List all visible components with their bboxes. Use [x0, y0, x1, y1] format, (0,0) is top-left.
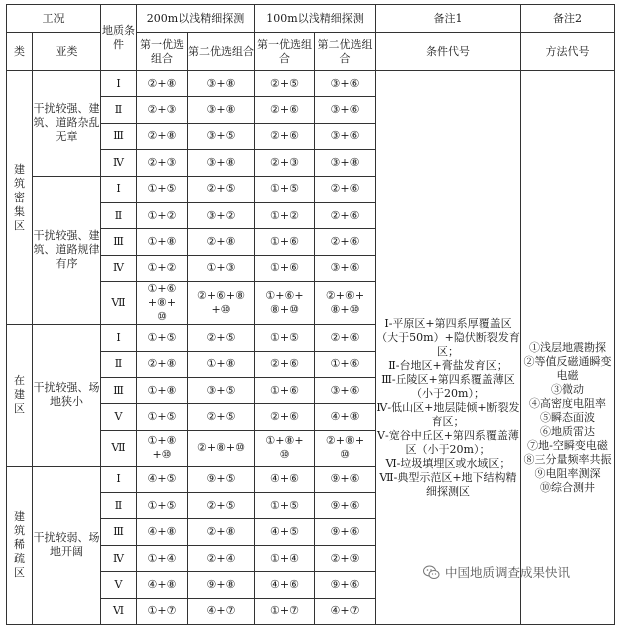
header-note2: 备注2 — [521, 5, 615, 33]
condition-code-item: Ⅲ-丘陵区+第四系覆盖薄区（小于20m）； — [381, 372, 515, 400]
combo-100m-first: ①+⑥ — [255, 255, 315, 281]
combo-200m-second: ④+⑦ — [188, 598, 255, 624]
combo-100m-second: ④+⑦ — [315, 598, 376, 624]
combo-100m-second: ③+⑥ — [315, 255, 376, 281]
combo-200m-first: ①+④ — [137, 545, 188, 571]
method-code-item: ⑤瞬态面波 — [540, 410, 595, 424]
combo-200m-first: ①+⑥+⑧+⑩ — [137, 282, 188, 325]
combo-200m-second: ①+⑧ — [188, 351, 255, 377]
condition-cell: Ⅱ — [101, 97, 137, 123]
combo-100m-first: ①+④ — [255, 545, 315, 571]
condition-cell: Ⅵ — [101, 598, 137, 624]
combo-100m-second: ②+⑨ — [315, 545, 376, 571]
header-100m: 100m以浅精细探测 — [255, 5, 376, 33]
condition-cell: Ⅳ — [101, 150, 137, 176]
condition-cell: Ⅲ — [101, 519, 137, 545]
combo-200m-first: ①+⑦ — [137, 598, 188, 624]
combo-100m-first: ①+⑥+⑧+⑩ — [255, 282, 315, 325]
condition-cell: Ⅰ — [101, 176, 137, 202]
category-cell: 建筑密集区 — [7, 71, 33, 325]
condition-cell: Ⅱ — [101, 202, 137, 228]
method-code-notes — [521, 71, 615, 625]
condition-code-item: Ⅴ-宽谷中丘区+第四系覆盖薄区（小于20m）； — [377, 428, 519, 456]
combo-100m-second: ⑨+⑥ — [315, 572, 376, 598]
combo-100m-first: ①+⑤ — [255, 176, 315, 202]
combo-100m-second: ②+⑥+⑧+⑩ — [315, 282, 376, 325]
combo-200m-first: ④+⑧ — [137, 572, 188, 598]
header-method-code: 方法代号 — [521, 33, 615, 71]
combo-200m-second: ②+⑧ — [188, 229, 255, 255]
condition-cell: Ⅶ — [101, 430, 137, 466]
combo-200m-first: ①+⑧+⑩ — [137, 430, 188, 466]
subclass-cell: 干扰较强、建筑、道路杂乱无章 — [33, 71, 101, 177]
method-table — [6, 4, 615, 625]
method-code-item: ⑥地质雷达 — [540, 424, 595, 438]
header-lei: 类 — [7, 33, 33, 71]
condition-code-item: Ⅳ-低山区+地层陡倾+断裂发育区； — [376, 400, 520, 428]
combo-200m-first: ②+③ — [137, 97, 188, 123]
combo-200m-first: ①+⑤ — [137, 325, 188, 351]
combo-200m-second: ②+⑧+⑩ — [188, 430, 255, 466]
combo-100m-first: ①+⑤ — [255, 325, 315, 351]
condition-cell: Ⅶ — [101, 282, 137, 325]
combo-200m-first: ②+③ — [137, 150, 188, 176]
condition-code-item: Ⅱ-台地区+膏盐发育区； — [388, 358, 508, 372]
combo-100m-second: ⑨+⑥ — [315, 493, 376, 519]
combo-200m-second: ③+⑧ — [188, 97, 255, 123]
combo-200m-second: ①+③ — [188, 255, 255, 281]
combo-100m-second: ③+⑧ — [315, 150, 376, 176]
method-code-item: ⑦地-空瞬变电磁 — [527, 438, 608, 452]
header-100m-first: 第一优选组合 — [255, 33, 315, 71]
condition-code-item: Ⅵ-垃圾填埋区或水域区； — [385, 456, 511, 470]
combo-200m-second: ③+② — [188, 202, 255, 228]
condition-code-notes — [376, 71, 521, 625]
combo-200m-second: ②+⑤ — [188, 176, 255, 202]
subclass-cell: 干扰较强、建筑、道路规律有序 — [33, 176, 101, 325]
subclass-cell: 干扰较弱、场地开阔 — [33, 466, 101, 624]
combo-200m-first: ④+⑤ — [137, 466, 188, 492]
combo-100m-first: ②+⑥ — [255, 97, 315, 123]
combo-100m-first: ②+⑥ — [255, 351, 315, 377]
combo-100m-first: ②+③ — [255, 150, 315, 176]
combo-100m-second: ⑨+⑥ — [315, 519, 376, 545]
combo-100m-second: ②+⑥ — [315, 325, 376, 351]
wechat-icon — [423, 565, 440, 580]
combo-100m-first: ①+② — [255, 202, 315, 228]
header-gongkuang: 工况 — [7, 5, 101, 33]
header-row-2 — [7, 33, 615, 71]
combo-200m-first: ①+② — [137, 255, 188, 281]
combo-100m-second: ③+⑥ — [315, 123, 376, 149]
watermark — [423, 562, 570, 582]
category-cell: 在建区 — [7, 325, 33, 467]
condition-cell: Ⅲ — [101, 123, 137, 149]
combo-100m-second: ④+⑧ — [315, 404, 376, 430]
condition-cell: Ⅱ — [101, 493, 137, 519]
combo-100m-second: ⑨+⑥ — [315, 466, 376, 492]
method-code-item: ④高密度电阻率 — [529, 396, 606, 410]
combo-100m-second: ②+⑥ — [315, 202, 376, 228]
combo-100m-first: ④+⑥ — [255, 572, 315, 598]
subclass-cell: 干扰较强、场地狭小 — [33, 325, 101, 467]
header-200m-first: 第一优选组合 — [137, 33, 188, 71]
header-dizhi: 地质条件 — [101, 5, 137, 71]
combo-100m-first: ①+⑧+⑩ — [255, 430, 315, 466]
combo-200m-second: ②+⑤ — [188, 404, 255, 430]
method-code-item: ⑨电阻率测深 — [534, 466, 601, 480]
combo-100m-first: ①+⑦ — [255, 598, 315, 624]
combo-100m-second: ②+⑥ — [315, 176, 376, 202]
combo-100m-second: ②+⑥ — [315, 229, 376, 255]
method-code-item: ⑩综合测井 — [540, 480, 595, 494]
condition-cell: Ⅲ — [101, 229, 137, 255]
combo-200m-second: ⑨+⑧ — [188, 572, 255, 598]
combo-200m-first: ①+② — [137, 202, 188, 228]
combo-200m-second: ②+⑤ — [188, 325, 255, 351]
combo-100m-first: ①+⑥ — [255, 229, 315, 255]
method-code-item: ⑧三分量频率共振 — [523, 452, 612, 466]
combo-100m-first: ②+⑤ — [255, 71, 315, 97]
combo-100m-second: ③+⑥ — [315, 97, 376, 123]
condition-code-item: Ⅶ-典型示范区+地下结构精细探测区 — [379, 470, 517, 498]
condition-cell: Ⅱ — [101, 351, 137, 377]
combo-200m-second: ③+⑧ — [188, 71, 255, 97]
combo-100m-second: ②+⑧+⑩ — [315, 430, 376, 466]
condition-cell: Ⅲ — [101, 377, 137, 403]
condition-cell: Ⅳ — [101, 255, 137, 281]
combo-100m-second: ③+⑥ — [315, 71, 376, 97]
table-row — [7, 71, 615, 97]
header-cond-code: 条件代号 — [376, 33, 521, 71]
method-code-item: ③微动 — [551, 382, 584, 396]
combo-200m-first: ①+⑤ — [137, 493, 188, 519]
combo-200m-second: ②+⑧ — [188, 519, 255, 545]
header-row-1 — [7, 5, 615, 33]
category-cell: 建筑稀疏区 — [7, 466, 33, 624]
combo-200m-first: ①+⑤ — [137, 404, 188, 430]
combo-200m-second: ③+⑤ — [188, 377, 255, 403]
combo-100m-first: ④+⑥ — [255, 466, 315, 492]
condition-cell: Ⅰ — [101, 325, 137, 351]
combo-200m-second: ②+④ — [188, 545, 255, 571]
combo-100m-first: ②+⑥ — [255, 123, 315, 149]
condition-cell: Ⅰ — [101, 71, 137, 97]
method-code-item: ②等值反磁通瞬变电磁 — [523, 354, 612, 382]
combo-200m-second: ②+⑥+⑧+⑩ — [188, 282, 255, 325]
combo-200m-first: ②+⑧ — [137, 123, 188, 149]
combo-200m-first: ①+⑤ — [137, 176, 188, 202]
combo-100m-second: ③+⑥ — [315, 377, 376, 403]
combo-200m-first: ④+⑧ — [137, 519, 188, 545]
combo-200m-first: ②+⑧ — [137, 351, 188, 377]
header-200m-second: 第二优选组合 — [188, 33, 255, 71]
condition-code-item: Ⅰ-平原区+第四系厚覆盖区（大于50m）+隐伏断裂发育区； — [376, 316, 520, 358]
combo-200m-second: ⑨+⑤ — [188, 466, 255, 492]
header-note1: 备注1 — [376, 5, 521, 33]
table-body — [7, 5, 615, 625]
combo-100m-first: ④+⑤ — [255, 519, 315, 545]
header-200m: 200m以浅精细探测 — [137, 5, 255, 33]
watermark-text: 中国地质调查成果快讯 — [445, 565, 571, 580]
combo-200m-first: ①+⑧ — [137, 229, 188, 255]
method-code-item: ①浅层地震勘探 — [529, 340, 606, 354]
header-100m-second: 第二优选组合 — [315, 33, 376, 71]
combo-100m-first: ①+⑤ — [255, 493, 315, 519]
combo-100m-second: ①+⑥ — [315, 351, 376, 377]
header-yalei: 亚类 — [33, 33, 101, 71]
combo-200m-second: ③+⑤ — [188, 123, 255, 149]
combo-100m-first: ①+⑥ — [255, 377, 315, 403]
combo-100m-first: ②+⑥ — [255, 404, 315, 430]
combo-200m-first: ②+⑧ — [137, 71, 188, 97]
condition-cell: Ⅴ — [101, 572, 137, 598]
condition-cell: Ⅳ — [101, 545, 137, 571]
combo-200m-second: ②+⑤ — [188, 493, 255, 519]
combo-200m-first: ①+⑧ — [137, 377, 188, 403]
combo-200m-second: ③+⑧ — [188, 150, 255, 176]
condition-cell: Ⅴ — [101, 404, 137, 430]
condition-cell: Ⅰ — [101, 466, 137, 492]
